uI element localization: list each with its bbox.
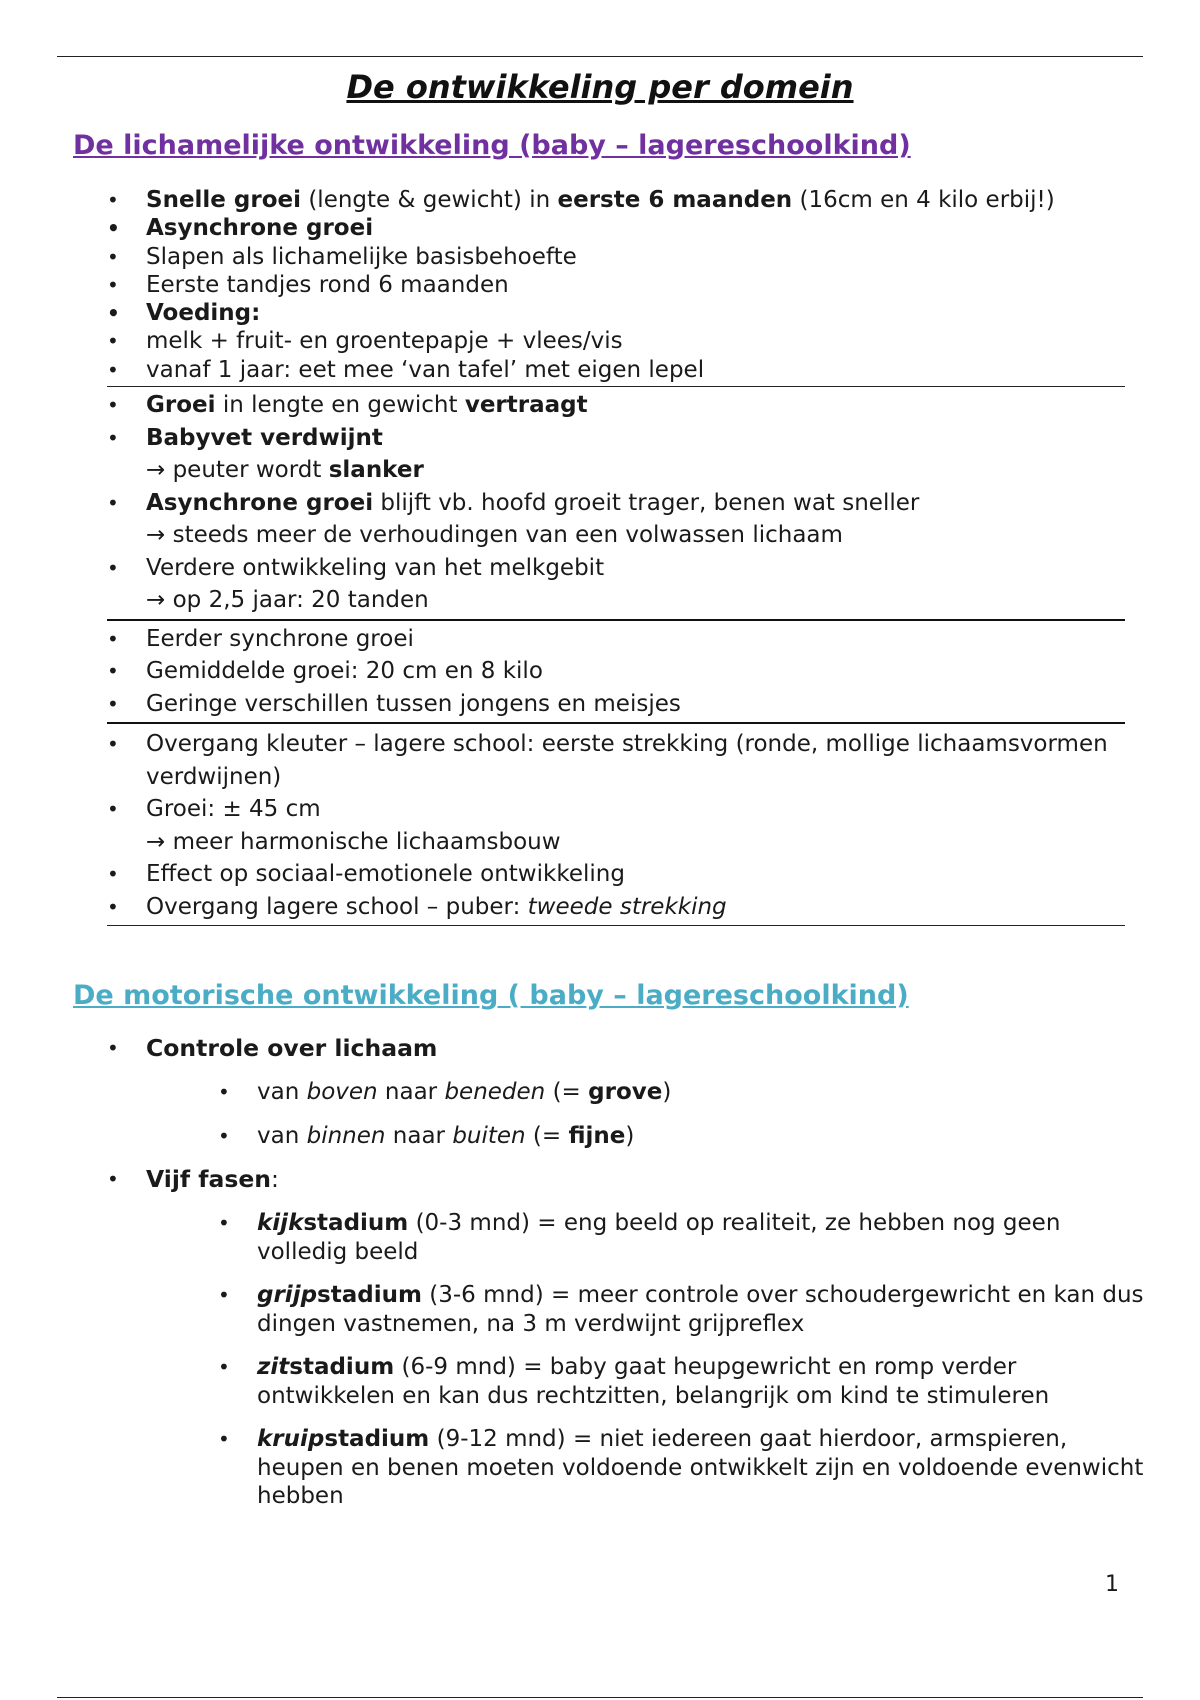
section-heading-motor: De motorische ontwikkeling ( baby – lagereschoolkind) bbox=[73, 980, 909, 1011]
list-item: • Slapen als lichamelijke basisbehoefte bbox=[107, 243, 1125, 271]
list-item-control: • Controle over lichaam • van boven naar beneden (= grove) • van binnen naar buiten (= fijne) bbox=[107, 1034, 1157, 1150]
list-item: • Overgang kleuter – lagere school: eerste strekking (ronde, mollige lichaamsvormen verdwijnen) bbox=[107, 728, 1125, 793]
list-item: • Asynchrone groei bbox=[107, 214, 1125, 242]
motor-development-list bbox=[107, 1034, 1157, 1526]
list-item: • Verdere ontwikkeling van het melkgebit → op 2,5 jaar: 20 tanden bbox=[107, 552, 1125, 617]
list-item: • Voeding: bbox=[107, 299, 1125, 327]
control-sublist bbox=[146, 1078, 1157, 1150]
phases-sublist bbox=[146, 1209, 1157, 1511]
list-item: • vanaf 1 jaar: eet mee ‘van tafel’ met eigen lepel bbox=[107, 356, 1125, 384]
list-item: • van boven naar beneden (= grove) bbox=[218, 1078, 1157, 1107]
list-item: • Asynchrone groei blijft vb. hoofd groeit trager, benen wat sneller → steeds meer de verhoudingen van een volwassen lichaam bbox=[107, 487, 1125, 552]
list-item: • kijkstadium (0-3 mnd) = eng beeld op realiteit, ze hebben nog geen volledig beeld bbox=[218, 1209, 1157, 1266]
list-item: • Groei in lengte en gewicht vertraagt bbox=[107, 389, 1125, 422]
page-number: 1 bbox=[1105, 1572, 1119, 1597]
list-item-phases: • Vijf fasen: • kijkstadium (0-3 mnd) = eng beeld op realiteit, ze hebben nog geen volledig beeld • grijpstadium (3-6 mnd) = meer controle over schoudergewricht en kan dus dingen vastnemen, na 3 m verdwijnt grijpreflex • zitstadium (6-9 mnd) = baby gaat heupgewricht en romp verder ontwikkelen en kan dus rechtzitten, belangrijk om kind te stimuleren • kruipstadium (9-12 mnd) = niet iedereen gaat hierdoor, armspieren, heupen en benen moeten voldoende ontwikkelt zijn en voldoende evenwicht hebben bbox=[107, 1165, 1157, 1511]
page-title: De ontwikkeling per domein bbox=[346, 68, 854, 106]
bullet-group-baby bbox=[107, 186, 1125, 387]
list-item: • Geringe verschillen tussen jongens en meisjes bbox=[107, 688, 1125, 721]
list-item: • kruipstadium (9-12 mnd) = niet iedereen gaat hierdoor, armspieren, heupen en benen moeten voldoende ontwikkelt zijn en voldoende evenwicht hebben bbox=[218, 1425, 1157, 1511]
list-item: • Groei: ± 45 cm → meer harmonische lichaamsbouw bbox=[107, 793, 1125, 858]
bullet-group-schoolchild bbox=[107, 724, 1125, 926]
bullet-group-toddler bbox=[107, 387, 1125, 621]
bullet-group-preschooler bbox=[107, 621, 1125, 725]
section-heading-physical: De lichamelijke ontwikkeling (baby – lagereschoolkind) bbox=[73, 130, 911, 161]
list-item: • Gemiddelde groei: 20 cm en 8 kilo bbox=[107, 655, 1125, 688]
footer-rule bbox=[57, 1697, 1143, 1698]
list-item: • melk + fruit- en groentepapje + vlees/vis bbox=[107, 327, 1125, 355]
list-item: • Eerste tandjes rond 6 maanden bbox=[107, 271, 1125, 299]
list-item: • Snelle groei (lengte & gewicht) in eerste 6 maanden (16cm en 4 kilo erbij!) bbox=[107, 186, 1125, 214]
list-item: • Effect op sociaal-emotionele ontwikkeling bbox=[107, 858, 1125, 891]
list-item: • Babyvet verdwijnt → peuter wordt slanker bbox=[107, 422, 1125, 487]
physical-development-list bbox=[107, 186, 1157, 926]
list-item: • van binnen naar buiten (= fijne) bbox=[218, 1122, 1157, 1151]
list-item: • zitstadium (6-9 mnd) = baby gaat heupgewricht en romp verder ontwikkelen en kan dus rechtzitten, belangrijk om kind te stimuleren bbox=[218, 1353, 1157, 1410]
list-item: • grijpstadium (3-6 mnd) = meer controle over schoudergewricht en kan dus dingen vastnemen, na 3 m verdwijnt grijpreflex bbox=[218, 1281, 1157, 1338]
list-item: • Eerder synchrone groei bbox=[107, 623, 1125, 656]
list-item: • Overgang lagere school – puber: tweede strekking bbox=[107, 891, 1125, 924]
header-rule bbox=[57, 56, 1143, 57]
motor-list bbox=[107, 1034, 1157, 1511]
